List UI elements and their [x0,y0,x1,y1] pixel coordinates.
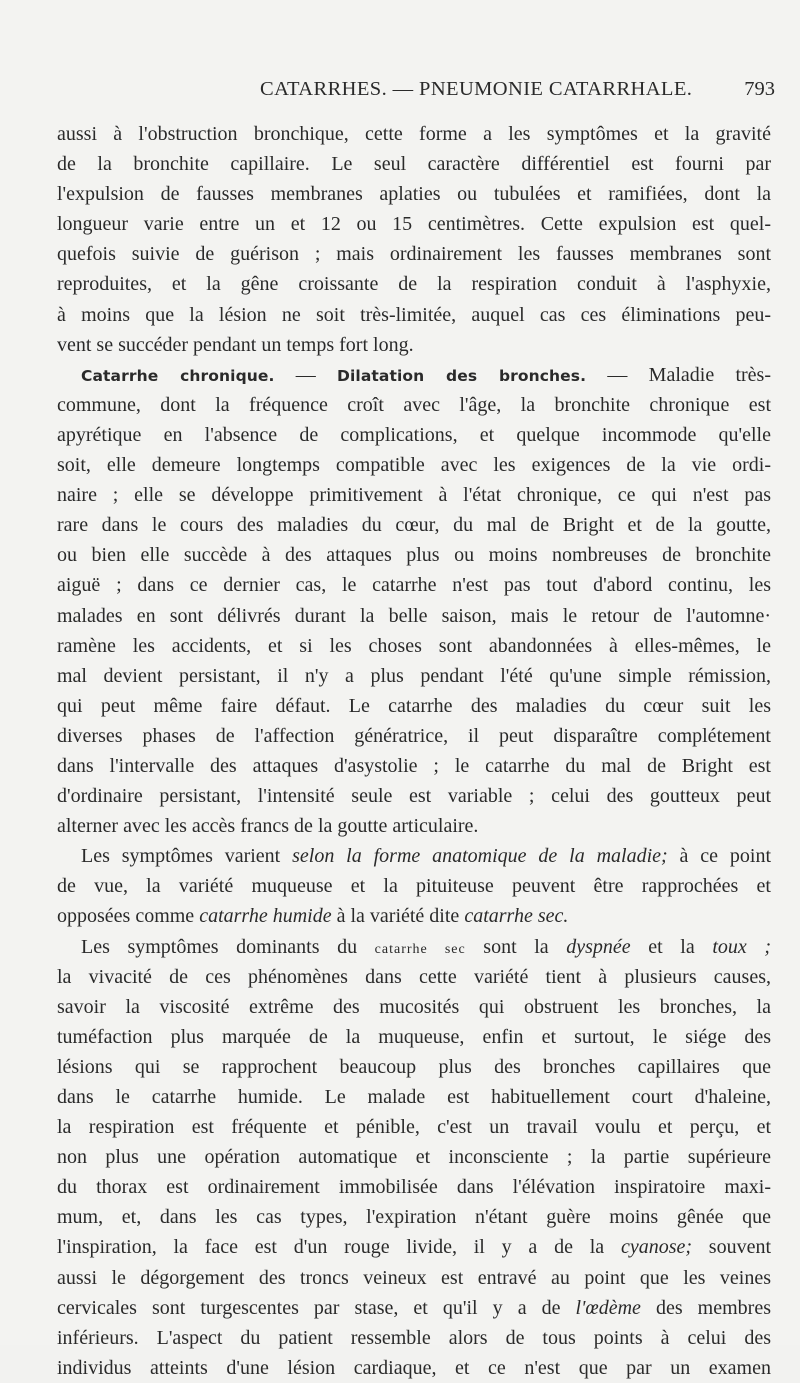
text-line: rare dans le cours des maladies du cœur, du mal de Bright et de la goutte, [57,514,771,537]
text-span: Les symptômes varient [81,845,293,868]
page-body [57,119,771,1383]
text-line: dans le catarrhe humide. Le malade est habituellement court d'haleine, [57,1086,771,1108]
text-line: inférieurs. L'aspect du patient ressemble alors de tous points à celui des [57,1326,771,1349]
text-line: dans l'intervalle des attaques d'asystolie ; le catarrhe du mal de Bright est [57,754,771,777]
text-line: la vivacité de ces phénomènes dans cette variété tient à plusieurs causes, [57,965,771,988]
section-heading-dilatation-bronches: Dilatation des bronches. [337,366,587,385]
text-line [57,360,771,390]
text-line [57,1293,771,1323]
text-line: mal devient persistant, il n'y a plus pendant l'été qu'une simple rémission, [57,664,771,687]
text-line: non plus une opération automatique et inconsciente ; la partie supérieure [57,1146,771,1169]
text-span: à ce point [667,845,771,868]
text-line: la respiration est fréquente et pénible, c'est un travail voulu et perçu, et [57,1116,771,1139]
text-line [57,841,771,871]
text-line: aussi à l'obstruction bronchique, cette forme a les symptômes et la gravité [57,123,771,145]
text-span: à la variété dite [331,905,465,928]
text-line: individus atteints d'une lésion cardiaque, et ce n'est que par un examen [57,1356,771,1379]
text-line: de vue, la variété muqueuse et la pituiteuse peuvent être rapprochées et [57,875,771,898]
italic-span: dyspnée [566,935,631,958]
text-line: alterner avec les accès francs de la goutte articulaire. [57,815,479,838]
text-line: l'expulsion de fausses membranes aplaties ou tubulées et ramifiées, dont la [57,183,771,206]
text-line: à moins que la lésion ne soit très-limitée, auquel cas ces éliminations peu- [57,303,771,326]
text-line: soit, elle demeure longtemps compatible avec les exigences de la vie ordi- [57,454,771,477]
text-line: vent se succéder pendant un temps fort long. [57,333,414,356]
text-line: mum, et, dans les cas types, l'expiration n'étant guère moins gênée que [57,1206,771,1229]
text-line: diverses phases de l'affection génératrice, il peut disparaître complétement [57,724,771,747]
text-span: souvent [692,1236,772,1259]
text-line: commune, dont la fréquence croît avec l'âge, la bronchite chronique est [57,393,771,416]
section-heading-catarrhe-chronique: Catarrhe chronique. [81,366,275,385]
text-line: savoir la viscosité extrême des mucosités qui obstruent les bronches, la [57,995,771,1018]
italic-span: l'œdème [575,1296,641,1319]
paragraph-3 [57,841,771,931]
text-span: opposées comme [57,905,200,928]
page-number: 793 [744,78,775,100]
paragraph-4 [57,932,771,1383]
text-span: sont la [465,935,567,958]
text-line: tuméfaction plus marquée de la muqueuse, enfin et surtout, le siége des [57,1025,771,1048]
text-line: qui peut même faire défaut. Le catarrhe des maladies du cœur suit les [57,694,771,717]
italic-span: selon la forme anatomique de la maladie; [292,845,668,868]
small-caps-span: catarrhe sec [374,941,466,957]
text-line: ou bien elle succède à des attaques plus ou moins nombreuses de bronchite [57,544,771,567]
text-span: cervicales sont turgescentes par stase, et qu'il y a de [57,1296,576,1319]
italic-span: catarrhe sec. [464,905,569,928]
text-line: apyrétique en l'absence de complications, et quelque incommode qu'elle [57,423,771,446]
text-line: longueur varie entre un et 12 ou 15 centimètres. Cette expulsion est quel- [57,213,771,236]
running-title: CATARRHES. — PNEUMONIE CATARRHALE. [260,78,693,100]
text-line: aussi le dégorgement des troncs veineux est entravé au point que les veines [57,1266,771,1289]
text-span: des membres [640,1296,771,1319]
text-span: Les symptômes dominants du [81,935,375,958]
text-span: — Maladie très- [586,363,771,386]
text-line [57,901,771,931]
text-line: aiguë ; dans ce dernier cas, le catarrhe n'est pas tout d'abord continu, les [57,574,771,597]
text-line: naire ; elle se développe primitivement à l'état chronique, ce qui n'est pas [57,484,771,507]
text-line: malades en sont délivrés durant la belle saison, mais le retour de l'automne· [57,604,771,627]
page-header [260,78,780,108]
text-line: quefois suivie de guérison ; mais ordinairement les fausses membranes sont [57,243,771,266]
text-line: reproduites, et la gêne croissante de la respiration conduit à l'asphyxie, [57,273,771,296]
text-line [57,932,771,962]
italic-span: cyanose; [620,1236,693,1259]
paragraph-2 [57,360,771,842]
italic-span: toux ; [712,935,772,958]
text-line [57,1232,771,1262]
text-line: lésions qui se rapprochent beaucoup plus des bronches capillaires que [57,1055,771,1078]
text-line: de la bronchite capillaire. Le seul caractère différentiel est fourni par [57,153,771,176]
text-line: d'ordinaire persistant, l'intensité seule est variable ; celui des goutteux peut [57,785,771,808]
italic-span: catarrhe humide [199,905,332,928]
paragraph-1 [57,119,771,360]
text-line: ramène les accidents, et si les choses sont abandonnées à elles-mêmes, le [57,634,771,657]
text-line: du thorax est ordinairement immobilisée dans l'élévation inspiratoire maxi- [57,1176,771,1199]
text-span: l'inspiration, la face est d'un rouge livide, il y a de la [57,1236,621,1259]
heading-separator: — [274,363,338,386]
text-span: et la [630,935,713,958]
